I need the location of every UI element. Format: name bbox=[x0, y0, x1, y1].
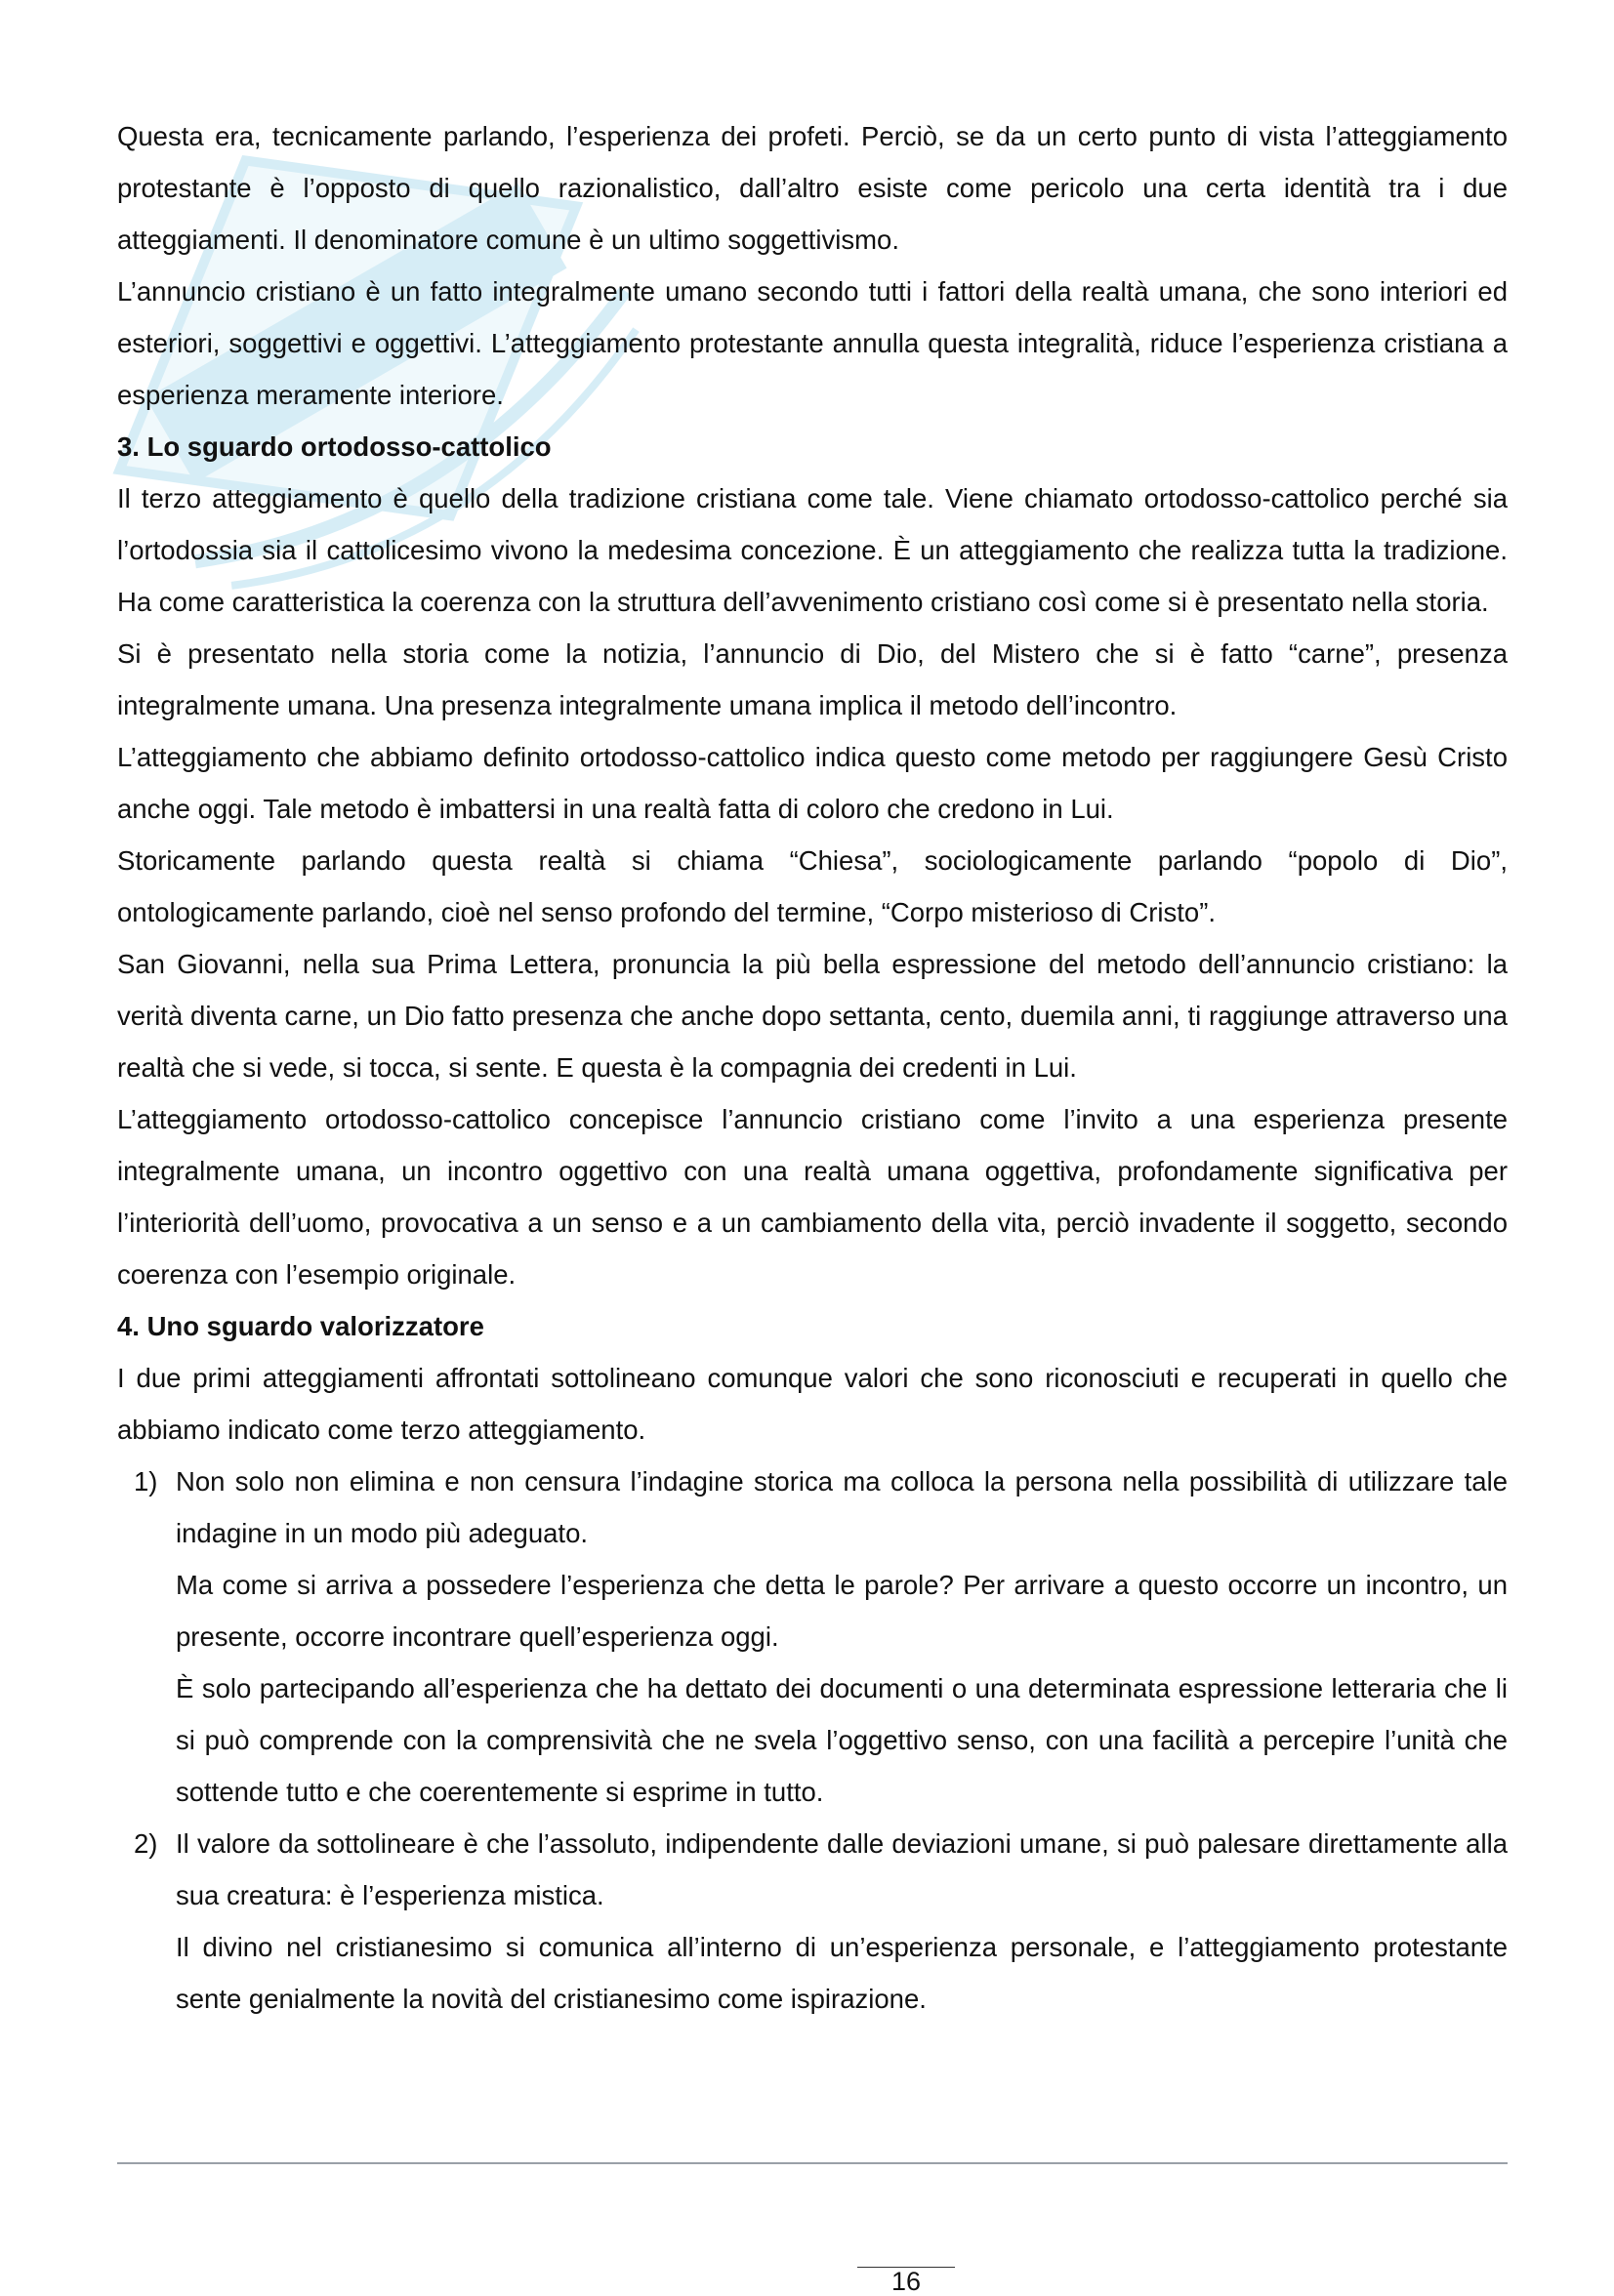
paragraph: Storicamente parlando questa realtà si chiama “Chiesa”, sociologicamente parlando “popolo di Dio”, ontologicamente parlando, cioè nel senso profondo del termine, “Corpo misterioso di Cristo”. bbox=[117, 845, 1508, 927]
list-paragraph: Il divino nel cristianesimo si comunica all’interno di un’esperienza personale, e l’atteggiamento protestante sente genialmente la novità del cristianesimo come ispirazione. bbox=[176, 1932, 1508, 2014]
page-number: 16 bbox=[890, 2267, 922, 2296]
paragraph: I due primi atteggiamenti affrontati sottolineano comunque valori che sono riconosciuti e recuperati in quello che abbiamo indicato come terzo atteggiamento. bbox=[117, 1363, 1508, 1445]
paragraph: L’atteggiamento che abbiamo definito ortodosso-cattolico indica questo come metodo per raggiungere Gesù Cristo anche oggi. Tale metodo è imbattersi in una realtà fatta di coloro che credono in Lui. bbox=[117, 742, 1508, 824]
list-paragraph: Il valore da sottolineare è che l’assoluto, indipendente dalle deviazioni umane, si può palesare direttamente alla sua creatura: è l’esperienza mistica. bbox=[176, 1828, 1508, 1910]
paragraph: Il terzo atteggiamento è quello della tradizione cristiana come tale. Viene chiamato ortodosso-cattolico perché sia l’ortodossia sia il cattolicesimo vivono la medesima concezione. È un atteggiamento che realizza tutta la tradizione. Ha come caratteristica la coerenza con la struttura dell’avvenimento cristiano così come si è presentato nella storia. bbox=[117, 483, 1508, 617]
paragraph: L’atteggiamento ortodosso-cattolico concepisce l’annuncio cristiano come l’invito a una esperienza presente integralmente umana, un incontro oggettivo con una realtà umana oggettiva, profondamente significativa per l’interiorità dell’uomo, provocativa a un senso e a un cambiamento della vita, perciò invadente il soggetto, secondo coerenza con l’esempio originale. bbox=[117, 1104, 1508, 1290]
footer-divider bbox=[117, 2162, 1508, 2164]
list-number: 2) bbox=[134, 1828, 158, 1859]
list-paragraph: Ma come si arriva a possedere l’esperienza che detta le parole? Per arrivare a questo occorre un incontro, un presente, occorre incontrare quell’esperienza oggi. bbox=[176, 1570, 1508, 1652]
list-paragraph: È solo partecipando all’esperienza che ha dettato dei documenti o una determinata espressione letteraria che li si può comprende con la comprensività che ne svela l’oggettivo senso, con una facilità a percepire l’unità che sottende tutto e che coerentemente si esprime in tutto. bbox=[176, 1673, 1508, 1807]
paragraph: Questa era, tecnicamente parlando, l’esperienza dei profeti. Perciò, se da un certo punto di vista l’atteggiamento protestante è l’opposto di quello razionalistico, dall’altro esiste come pericolo una certa identità tra i due atteggiamenti. Il denominatore comune è un ultimo soggettivismo. bbox=[117, 121, 1508, 255]
section-heading: 3. Lo sguardo ortodosso-cattolico bbox=[117, 431, 552, 462]
numbered-list bbox=[117, 1456, 1508, 2025]
section-heading: 4. Uno sguardo valorizzatore bbox=[117, 1311, 484, 1341]
list-number: 1) bbox=[134, 1466, 158, 1496]
paragraph: San Giovanni, nella sua Prima Lettera, pronuncia la più bella espressione del metodo dell’annuncio cristiano: la verità diventa carne, un Dio fatto presenza che anche dopo settanta, cento, duemila anni, ti raggiunge attraverso una realtà che si vede, si tocca, si sente. E questa è la compagnia dei credenti in Lui. bbox=[117, 949, 1508, 1083]
list-paragraph: Non solo non elimina e non censura l’indagine storica ma colloca la persona nella possibilità di utilizzare tale indagine in un modo più adeguato. bbox=[176, 1466, 1508, 1548]
paragraph: L’annuncio cristiano è un fatto integralmente umano secondo tutti i fattori della realtà umana, che sono interiori ed esteriori, soggettivi e oggettivi. L’atteggiamento protestante annulla questa integralità, riduce l’esperienza cristiana a esperienza meramente interiore. bbox=[117, 276, 1508, 410]
list-item bbox=[117, 1456, 1508, 1818]
document-body bbox=[117, 110, 1508, 2025]
list-item bbox=[117, 1818, 1508, 2025]
paragraph: Si è presentato nella storia come la notizia, l’annuncio di Dio, del Mistero che si è fatto “carne”, presenza integralmente umana. Una presenza integralmente umana implica il metodo dell’incontro. bbox=[117, 638, 1508, 720]
